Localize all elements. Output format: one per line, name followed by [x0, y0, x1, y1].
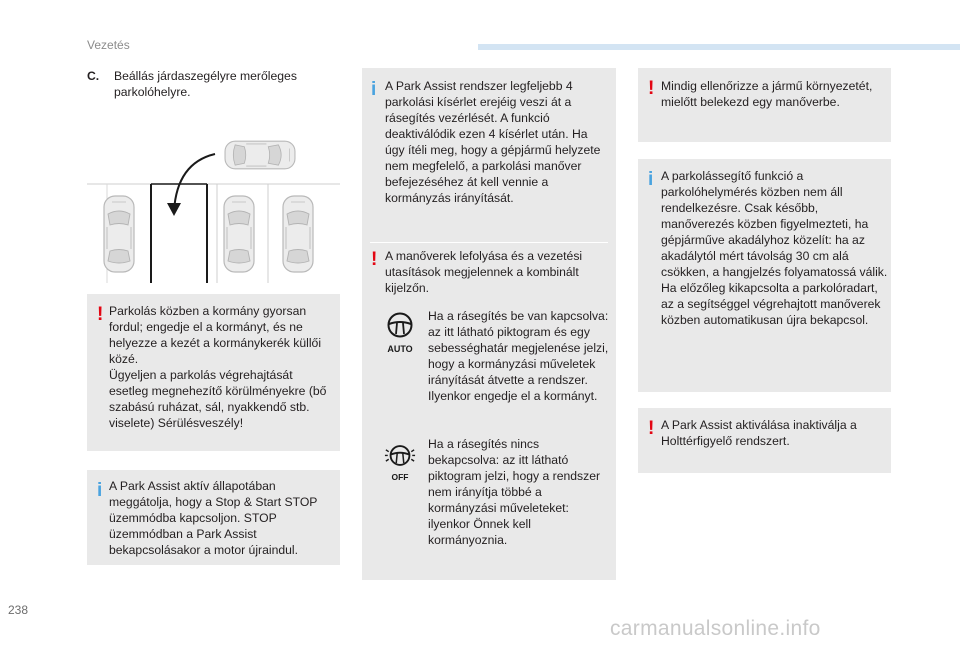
- auto-icon-label: AUTO: [387, 344, 413, 354]
- check-surroundings-warning-box: [638, 68, 891, 142]
- warning-icon: !: [371, 249, 378, 270]
- step-letter: C.: [87, 69, 100, 83]
- warning-icon: !: [97, 304, 104, 325]
- auto-row-text: Ha a rásegítés be van kapcsolva: az itt látható piktogram és egy sebességhatár megjelenése jelzi, hogy a kormányzási műveletek irányítását átvette a rendszer. Ilyenkor engedje el a kormányt.: [428, 309, 609, 403]
- steering-warning-text: Parkolás közben a kormány gyorsan fordul; engedje el a kormányt, és ne helyezze a kezét a kormánykerék küllői közé. Ügyeljen a parkolás végrehajtását esetleg megnehezítő körülményekre (bő szabású ruházat, sál, nyakkendő stb. viselete) Sérülésveszély!: [109, 304, 327, 430]
- header-accent-bar: [478, 44, 960, 50]
- info-icon: i: [97, 480, 103, 501]
- page-number: 238: [8, 603, 29, 617]
- sensor-info-text: A parkolássegítő funkció a parkolóhelymérés közben nem áll rendelkezésre. Csak később, manőverezés közben figyelmezteti, ha gépjárműve akadályhoz közelít: ha az akadálytól mért távolság 30 cm alá csökken, a hangjelzés folyamatossá válik. Ha előzőleg kikapcsolta a parkolóradart, az a segítséggel végrehajtott manőverek közben automatikusan újra bekapcsol.: [661, 169, 888, 327]
- assist-control-box: [362, 68, 616, 580]
- step-c: [87, 68, 337, 100]
- blind-spot-warning-box: [638, 408, 891, 473]
- parking-sensor-info-box: [638, 159, 891, 392]
- steering-warning-box: [87, 294, 340, 451]
- instructions-warning-text: A manőverek lefolyása és a vezetési utasítások megjelennek a kombinált kijelzőn.: [385, 249, 583, 295]
- off-row-text: Ha a rásegítés nincs bekapcsolva: az itt látható piktogram jelzi, hogy a rendszer nem irányítja többé a kormányzási műveleteket: ilyenkor Önnek kell kormányoznia.: [428, 437, 601, 547]
- stop-start-info-box: [87, 470, 340, 565]
- divider: [370, 242, 608, 243]
- steering-wheel-off-icon: [384, 441, 416, 485]
- info-icon: i: [648, 169, 654, 190]
- section-title: Vezetés: [87, 38, 130, 52]
- watermark: carmanualsonline.info: [610, 617, 821, 640]
- step-text: Beállás járdaszegélyre merőleges parkolóhelyre.: [114, 69, 297, 99]
- check-warning-text: Mindig ellenőrizze a jármű környezetét, mielőtt belekezd egy manőverbe.: [661, 79, 873, 109]
- warning-icon: !: [648, 78, 655, 99]
- rear-warning-text: A Park Assist aktiválása inaktiválja a Holttérfigyelő rendszert.: [661, 418, 857, 448]
- stop-start-info-text: A Park Assist aktív állapotában meggátolja, hogy a Stop & Start STOP üzemmódba kapcsoljon. STOP üzemmódban a Park Assist bekapcsolásakor a motor újraindul.: [109, 479, 318, 557]
- perpendicular-parking-illustration: [87, 133, 340, 283]
- steering-wheel-auto-icon: [384, 310, 416, 356]
- off-icon-label: OFF: [391, 471, 409, 482]
- attempts-info-text: A Park Assist rendszer legfeljebb 4 parkolási kísérlet erejéig veszi át a rásegítés vezérlését. A funkció deaktiválódik ezen 4 kísérlet után. Ha úgy ítéli meg, hogy a gépjármű helyzete nem megfelelő, a parkolási manőver befejezéséhez át kell vennie a kormányzás irányítását.: [385, 79, 601, 205]
- info-icon: i: [371, 79, 377, 100]
- warning-icon: !: [648, 418, 655, 439]
